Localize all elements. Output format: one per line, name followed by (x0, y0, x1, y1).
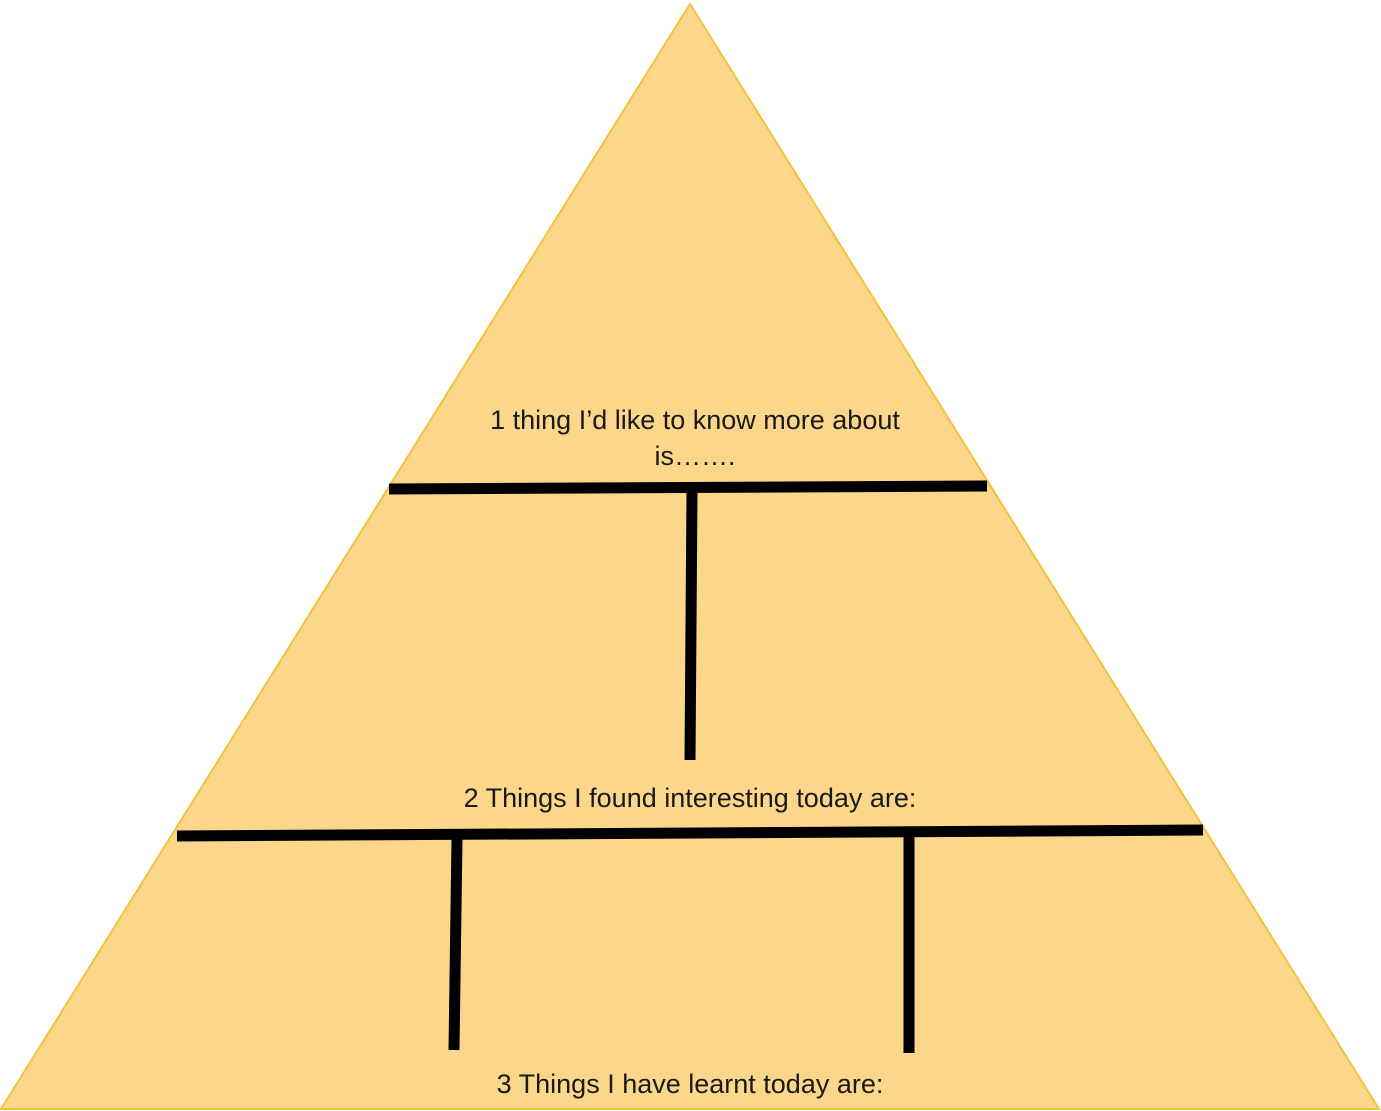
middle-tier-separator (690, 491, 692, 760)
tier-2-label: 2 Things I found interesting today are: (463, 783, 917, 813)
bottom-tier-separator-left (454, 838, 457, 1050)
top-tier-divider (389, 486, 987, 489)
tier-3-label: 3 Things I have learnt today are: (496, 1069, 884, 1099)
middle-tier-divider (177, 830, 1203, 836)
tier-1-label: 1 thing I’d like to know more about is……. (490, 405, 900, 471)
